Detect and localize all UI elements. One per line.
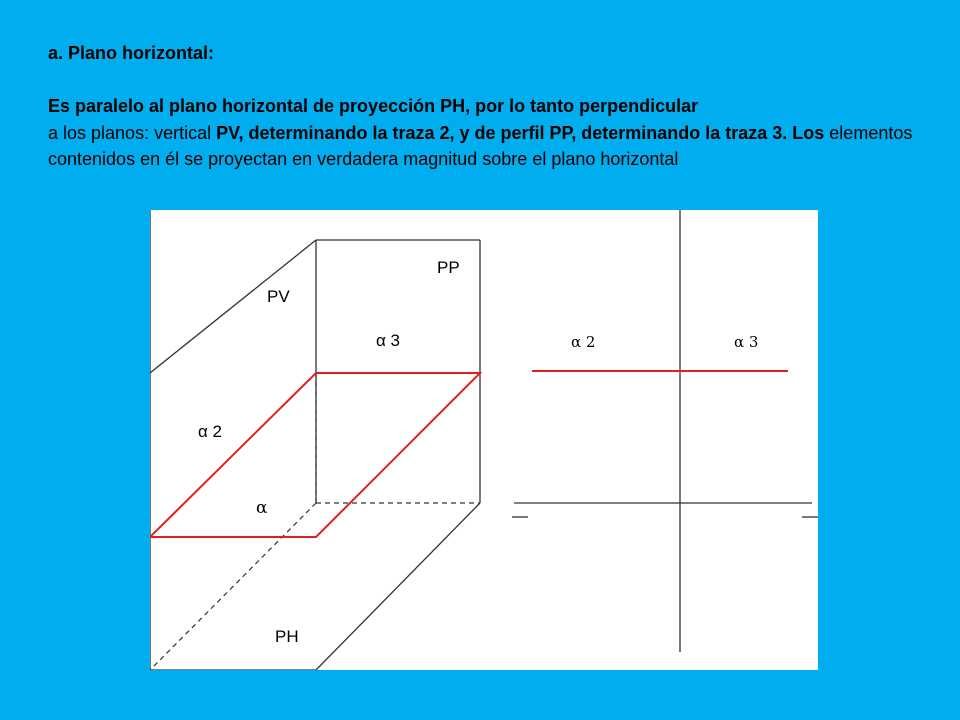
label-alpha: α — [256, 498, 268, 518]
para-part-4: elementos contenidos en él se proyectan en verdadera magnitud sobre el plano horizontal — [48, 122, 913, 169]
label-alpha3-right: α 3 — [734, 333, 759, 351]
para-part-1: Es paralelo al plano horizontal de proyección PH, por lo tanto perpendicular — [48, 96, 699, 116]
hidden-lines — [150, 373, 480, 670]
section-heading: a. Plano horizontal: — [48, 43, 215, 63]
projection-svg — [150, 210, 818, 670]
label-alpha2-left: α 2 — [198, 422, 223, 441]
label-alpha2-right: α 2 — [571, 333, 596, 351]
para-part-3: PV, determinando la traza 2, y de perfil PP, determinando la traza 3. Los — [216, 122, 825, 143]
label-pv: PV — [267, 287, 290, 306]
label-ph: PH — [275, 627, 299, 646]
para-part-2: a los planos: vertical — [48, 122, 217, 143]
projection-diagram — [150, 210, 818, 670]
label-alpha3-left: α 3 — [376, 331, 401, 350]
box-bottom-diagonal — [316, 503, 480, 670]
description-paragraph — [48, 93, 928, 173]
box-top-diagonal — [150, 240, 316, 373]
alpha-plane — [150, 373, 480, 537]
label-pp: PP — [437, 258, 460, 277]
projection-axes — [512, 210, 818, 652]
